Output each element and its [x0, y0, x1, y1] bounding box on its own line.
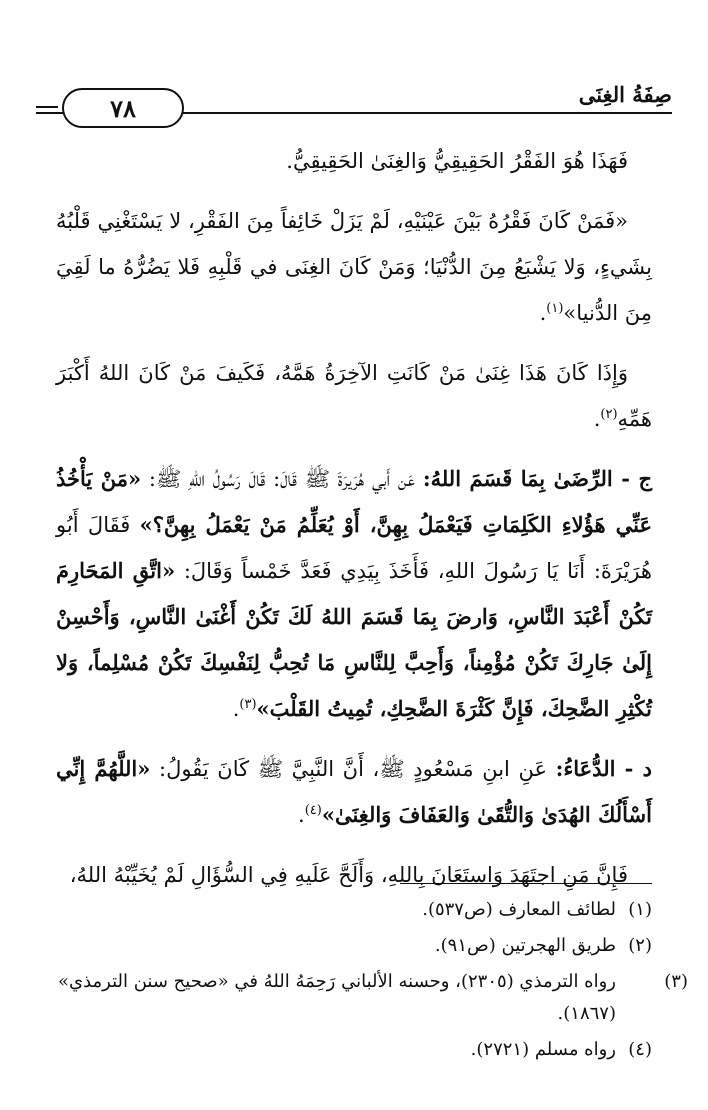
footnote-ref-2: (٢) [600, 407, 618, 422]
footnote [56, 1034, 652, 1066]
footnote-text: رواه مسلم (٢٧٢١). [470, 1039, 616, 1060]
section-jim [56, 456, 652, 732]
narration-text: فَقَالَ أَبُو هُرَيْرَةَ: أَنَا يَا رَسُولَ اللهِ، فَأَخَذَ بِيَدِي فَعَدَّ خَمْساً وَقَالَ: [56, 513, 653, 583]
paragraph-1: فَهَذَا هُوَ الفَقْرُ الحَقِيقِيُّ وَالغِنَىٰ الحَقِيقِيُّ. [286, 149, 628, 173]
footnote-ref-4: (٤) [304, 803, 322, 818]
section-dal [56, 746, 652, 838]
quote-text: «فَمَنْ كَانَ فَقْرُهُ بَيْنَ عَيْنَيْهِ، لَمْ يَزَلْ خَائِفاً مِنَ الفَقْرِ، لا يَسْتَغْنِي قَلْبُهُ بِشَيءٍ، وَلا يَشْبَعُ مِنَ الدُّنْيَا؛ وَمَنْ كَانَ الغِنَى في قَلْبِهِ فَلا يَضُرُّهُ ما لَقِيَ مِنَ الدُّنيا» [56, 209, 652, 325]
paragraph-3 [56, 350, 652, 442]
period: . [232, 697, 240, 721]
period: . [593, 407, 601, 431]
narration-text: عَنِ ابنِ مَسْعُودٍ ﷺ، أَنَّ النَّبِيَّ ﷺ كَانَ يَقُولُ: [150, 757, 556, 781]
footnote-number: (١) [628, 899, 652, 920]
header-rule-left [36, 106, 58, 108]
section-heading: ج - الرِّضَىٰ بِمَا قَسَمَ اللهُ: [422, 466, 652, 491]
footnote-ref-3: (٣) [239, 697, 257, 712]
page-number-text: ٧٨ [110, 93, 136, 123]
footnote-separator [400, 883, 652, 884]
main-text [56, 138, 652, 912]
footnote [56, 894, 652, 926]
paragraph-2 [56, 198, 652, 336]
narration-text: عَن أَبي هُرَيرَةَ ﷺ قَالَ: قَالَ رَسُولُ اللهِ ﷺ: [141, 467, 423, 491]
footnote-ref-1: (١) [546, 301, 564, 316]
footnote [56, 930, 652, 962]
footnote-number: (٤) [628, 1039, 652, 1060]
paragraph-6: فَإِنَّ مَنِ اجتَهَدَ وَاستَعَانَ بِاللهِ، وَأَلَحَّ عَلَيهِ فِي السُّؤَالِ لَمْ يُخَيِّبْهُ اللهُ، [69, 863, 628, 887]
hadith-quote: «اتَّقِ المَحَارِمَ تَكُنْ أَعْبَدَ النَّاسِ، وَارضَ بِمَا قَسَمَ اللهُ لَكَ تَكُنْ أَغْنَىٰ النَّاسِ، وَأَحْسِنْ إِلَىٰ جَارِكَ تَكُنْ مُؤْمِناً، وَأَحِبَّ لِلنَّاسِ مَا تُحِبُّ لِنَفْسِكَ تَكُنْ مُسْلِماً، وَلا تُكْثِرِ الضَّحِكَ، فَإِنَّ كَثْرَةَ الضَّحِكِ، تُمِيتُ القَلْبَ» [56, 558, 652, 721]
footnote-text: طريق الهجرتين (ص٩١). [434, 935, 616, 956]
paragraph-text: وَإِذَا كَانَ هَذَا غِنَىٰ مَنْ كَانَتِ الآخِرَةُ هَمَّهُ، فَكَيفَ مَنْ كَانَ اللهُ أَكْبَرَ هَمِّهِ [56, 361, 652, 431]
period: . [539, 301, 547, 325]
hadith-quote: «مَنْ يَأْخُذُ عَنِّي هَؤُلاءِ الكَلِمَاتِ فَيَعْمَلُ بِهِنَّ، أَوْ يُعَلِّمُ مَنْ يَعْمَلُ بِهِنَّ؟» [56, 466, 652, 537]
footnote [56, 966, 688, 1030]
hadith-quote: «اللَّهُمَّ إِنِّي أَسْأَلُكَ الهُدَىٰ وَالتُّقَىٰ وَالعَفَافَ وَالغِنَىٰ» [56, 756, 652, 827]
period: . [298, 803, 305, 827]
footnote-number: (٣) [664, 971, 688, 992]
footnote-text: لطائف المعارف (ص٥٣٧). [422, 899, 616, 920]
section-heading: د - الدُّعَاءُ: [555, 756, 652, 781]
footnotes [56, 894, 688, 1070]
footnote-text: رواه الترمذي (٢٣٠٥)، وحسنه الألباني رَحِمَهُ اللهُ في «صحيح سنن الترمذي» (١٨٦٧). [57, 971, 616, 1024]
footnote-number: (٢) [628, 935, 652, 956]
page-number [62, 88, 184, 128]
running-title: صِفَةُ الغِنَى [578, 82, 672, 107]
